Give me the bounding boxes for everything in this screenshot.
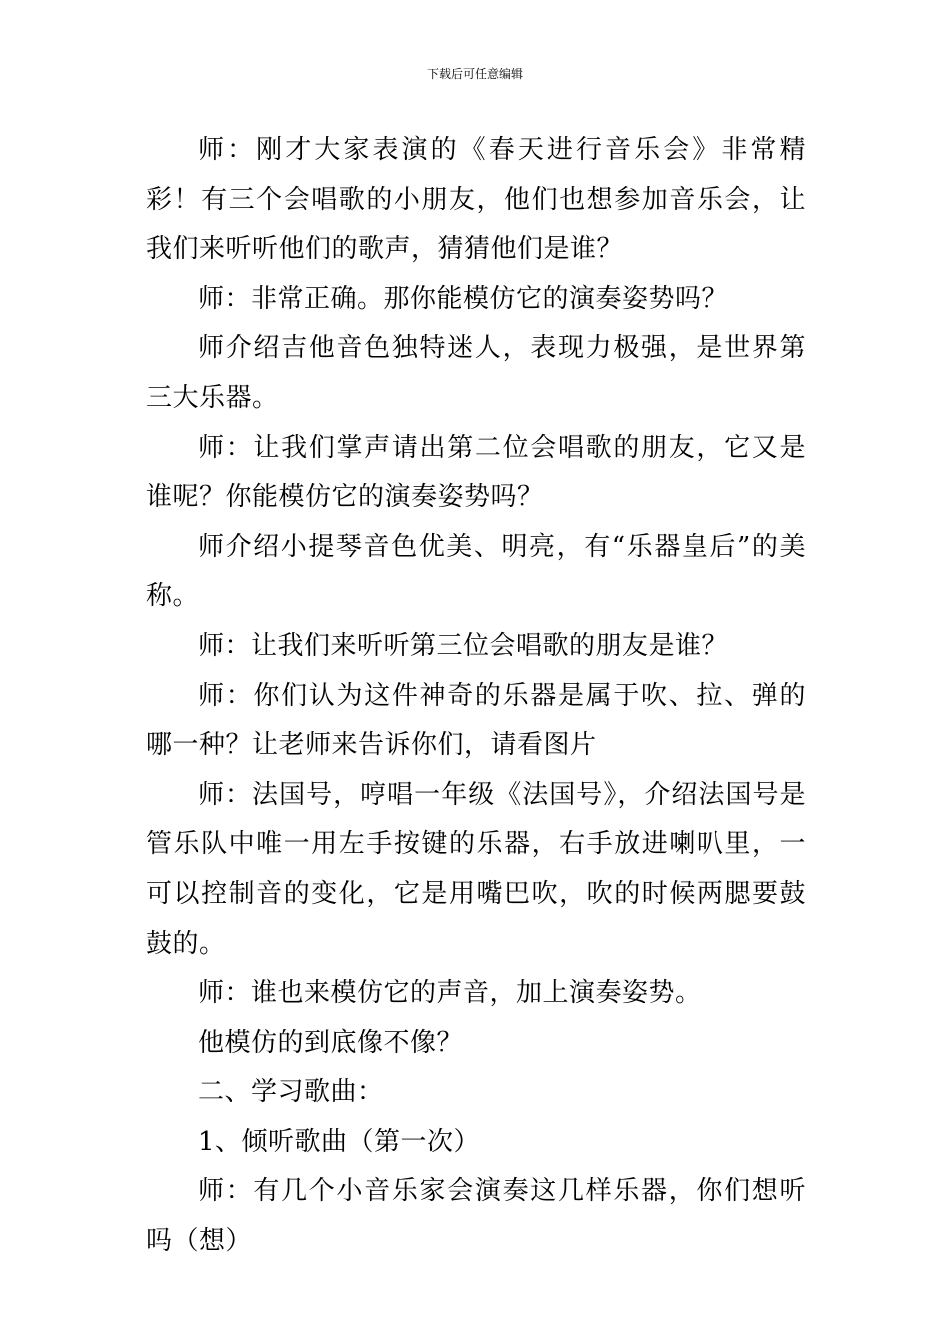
document-body xyxy=(146,126,806,1267)
paragraph: 师：有几个小音乐家会演奏这几样乐器，你们想听吗（想） xyxy=(146,1176,806,1257)
page-header: 下载后可任意编辑 xyxy=(426,67,523,81)
paragraph: 师：谁也来模仿它的声音，加上演奏姿势。 xyxy=(198,978,702,1009)
paragraph: 师：让我们来听听第三位会唱歌的朋友是谁？ xyxy=(198,630,729,661)
paragraph: 师介绍小提琴音色优美、明亮，有“乐器皇后”的美称。 xyxy=(146,531,806,612)
paragraph: 师：让我们掌声请出第二位会唱歌的朋友，它又是谁呢？你能模仿它的演奏姿势吗？ xyxy=(146,432,806,513)
paragraph: 他模仿的到底像不像？ xyxy=(198,1027,464,1058)
subsection-heading: 1、倾听歌曲（第一次） xyxy=(198,1126,481,1157)
paragraph: 师：法国号，哼唱一年级《法国号》，介绍法国号是管乐队中唯一用左手按键的乐器，右手放进喇叭里，一可以控制音的变化，它是用嘴巴吹，吹的时候两腮要鼓鼓的。 xyxy=(146,779,806,959)
paragraph: 师介绍吉他音色独特迷人，表现力极强，是世界第三大乐器。 xyxy=(146,333,806,413)
paragraph: 师：刚才大家表演的《春天进行音乐会》非常精彩！有三个会唱歌的小朋友，他们也想参加音乐会，让我们来听听他们的歌声，猜猜他们是谁？ xyxy=(146,135,806,265)
paragraph: 师：非常正确。那你能模仿它的演奏姿势吗？ xyxy=(198,283,729,314)
paragraph: 师：你们认为这件神奇的乐器是属于吹、拉、弹的哪一种？让老师来告诉你们，请看图片 xyxy=(146,680,806,761)
section-heading: 二、学习歌曲： xyxy=(198,1077,384,1108)
